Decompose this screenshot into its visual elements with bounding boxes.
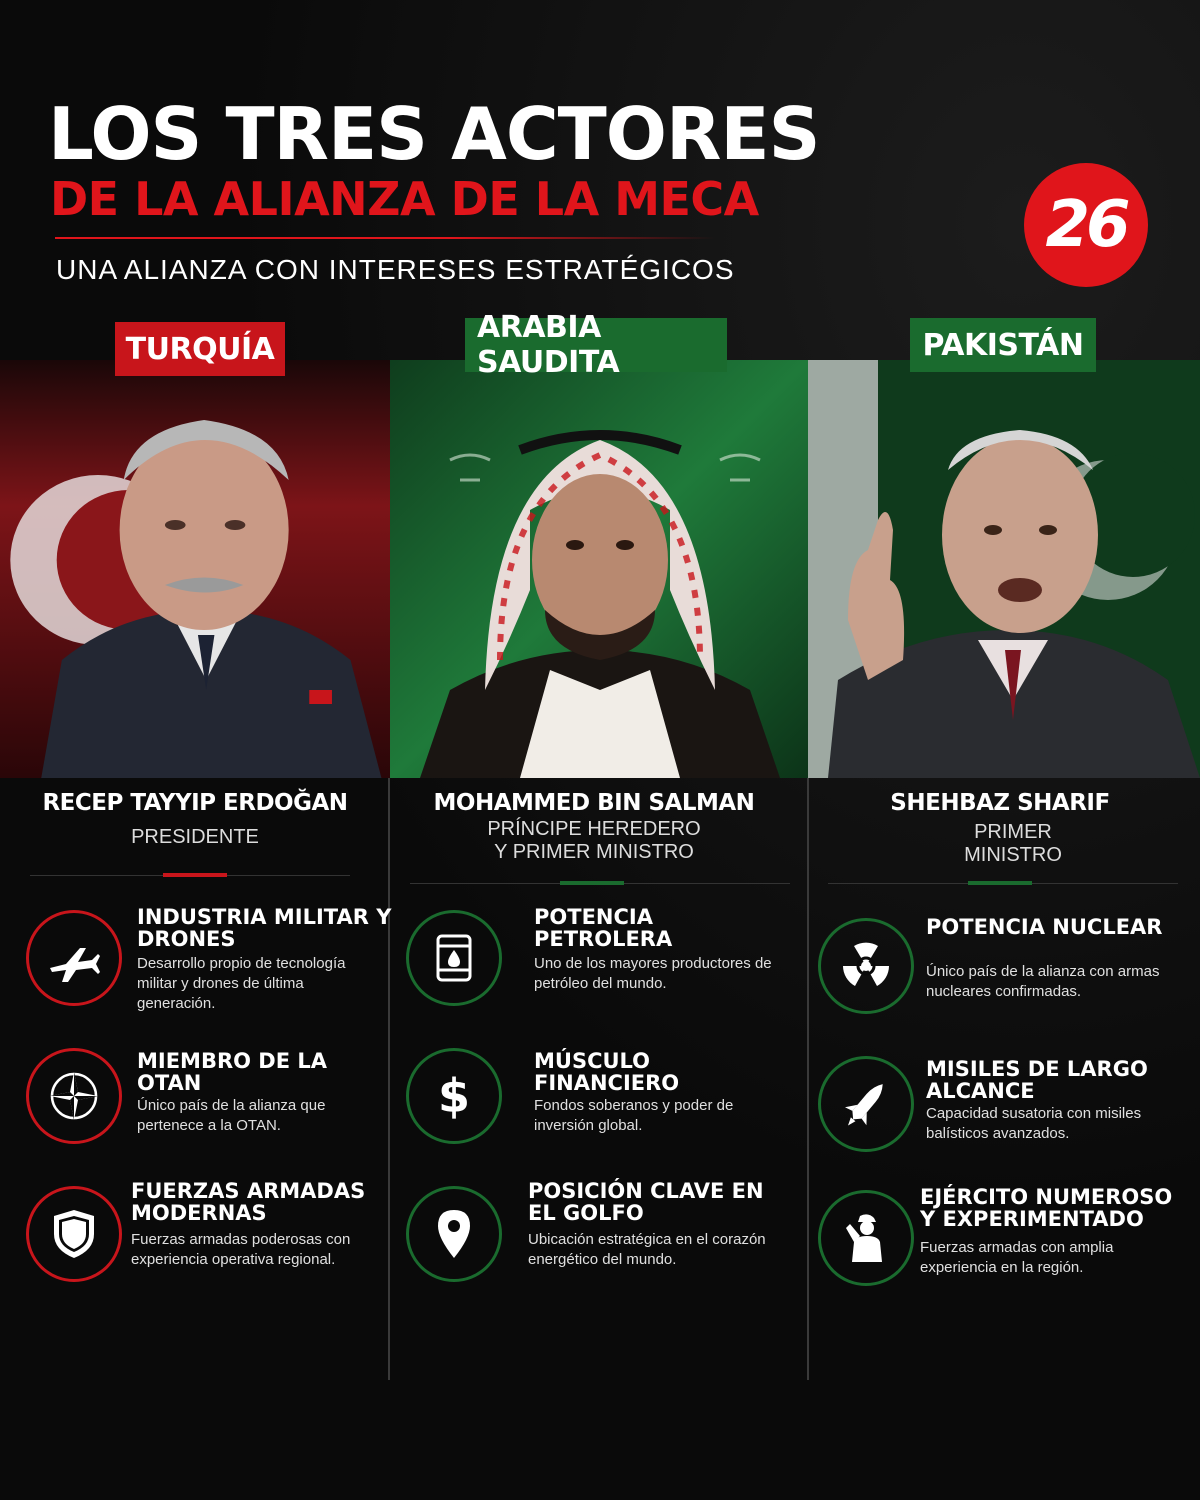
feature-title: FUERZAS ARMADAS MODERNAS [131, 1179, 366, 1225]
feature-item [390, 906, 808, 1026]
title-line-2: DE LA ALIANZA DE LA MECA [50, 172, 759, 226]
accent-bar [163, 873, 227, 877]
leader-name: SHEHBAZ SHARIF [890, 790, 1110, 816]
accent-bar [560, 881, 624, 885]
country-badge-turquia: TURQUÍA [115, 322, 285, 376]
leader-name: RECEP TAYYIP ERDOĞAN [42, 790, 348, 816]
feature-description: Desarrollo propio de tecnología militar y drones de última generación. [137, 955, 346, 1012]
leader-role-line-2: MINISTRO [964, 844, 1062, 866]
leader-name: MOHAMMED BIN SALMAN [433, 790, 755, 816]
column-turquia [0, 318, 400, 1388]
feature-description: Fuerzas armadas poderosas con experiencia operativa regional. [131, 1231, 351, 1268]
accent-bar [968, 881, 1032, 885]
feature-description: Único país de la alianza que pertenece a la OTAN. [137, 1097, 326, 1134]
feature-description: Fuerzas armadas con amplia experiencia en la región. [920, 1239, 1114, 1276]
feature-title: POTENCIA NUCLEAR [926, 915, 1163, 939]
feature-item [390, 1048, 808, 1168]
oil-barrel-icon [406, 910, 502, 1006]
feature-item [390, 1180, 808, 1300]
feature-description: Ubicación estratégica en el corazón energético del mundo. [528, 1231, 766, 1268]
feature-item [808, 1186, 1200, 1306]
leader-role-line-1: PRIMER [974, 821, 1052, 843]
leader-photo-erdogan [0, 360, 400, 778]
column-arabia-saudita [390, 310, 808, 1388]
feature-description: Fondos soberanos y poder de inversión global. [534, 1097, 734, 1134]
radiation-icon [818, 918, 914, 1014]
location-pin-icon [406, 1186, 502, 1282]
feature-title: MIEMBRO DE LA OTAN [137, 1049, 328, 1095]
leader-role: PRESIDENTE [131, 826, 259, 848]
leader-photo-sharif [808, 360, 1200, 778]
svg-text:$: $ [437, 1069, 471, 1123]
feature-item [808, 1056, 1200, 1176]
shield-icon [26, 1186, 122, 1282]
feature-title: POSICIÓN CLAVE EN EL GOLFO [528, 1179, 764, 1225]
feature-title: MISILES DE LARGO ALCANCE [926, 1057, 1148, 1103]
leader-photo-bin-salman [390, 360, 808, 778]
feature-title: MÚSCULO FINANCIERO [534, 1049, 680, 1095]
dollar-icon [406, 1048, 502, 1144]
feature-description: Capacidad susatoria con misiles balísticos avanzados. [926, 1105, 1142, 1142]
channel-26-logo: 26 [1024, 163, 1148, 287]
plane-icon [26, 910, 122, 1006]
feature-title: EJÉRCITO NUMEROSO Y EXPERIMENTADO [920, 1185, 1173, 1231]
feature-title: INDUSTRIA MILITAR Y DRONES [137, 905, 392, 951]
feature-description: Uno de los mayores productores de petróleo del mundo. [534, 955, 772, 992]
feature-item [0, 906, 400, 1026]
country-badge-pakistan: PAKISTÁN [910, 318, 1096, 372]
feature-item [808, 906, 1200, 1026]
leader-role-line-1: PRÍNCIPE HEREDERO [487, 818, 701, 840]
feature-item [0, 1180, 400, 1300]
leader-role-line-2: Y PRIMER MINISTRO [494, 841, 694, 863]
title-line-1: LOS TRES ACTORES [48, 92, 820, 176]
nato-compass-icon [26, 1048, 122, 1144]
column-pakistan [808, 318, 1200, 1388]
feature-item [0, 1048, 400, 1168]
saluting-soldier-icon [818, 1190, 914, 1286]
feature-title: POTENCIA PETROLERA [534, 905, 673, 951]
title-divider [55, 237, 715, 239]
missile-icon [818, 1056, 914, 1152]
country-badge-arabia-saudita: ARABIA SAUDITA [465, 318, 727, 372]
subtitle: UNA ALIANZA CON INTERESES ESTRATÉGICOS [56, 254, 735, 285]
feature-description: Único país de la alianza con armas nucleares confirmadas. [926, 963, 1160, 1000]
